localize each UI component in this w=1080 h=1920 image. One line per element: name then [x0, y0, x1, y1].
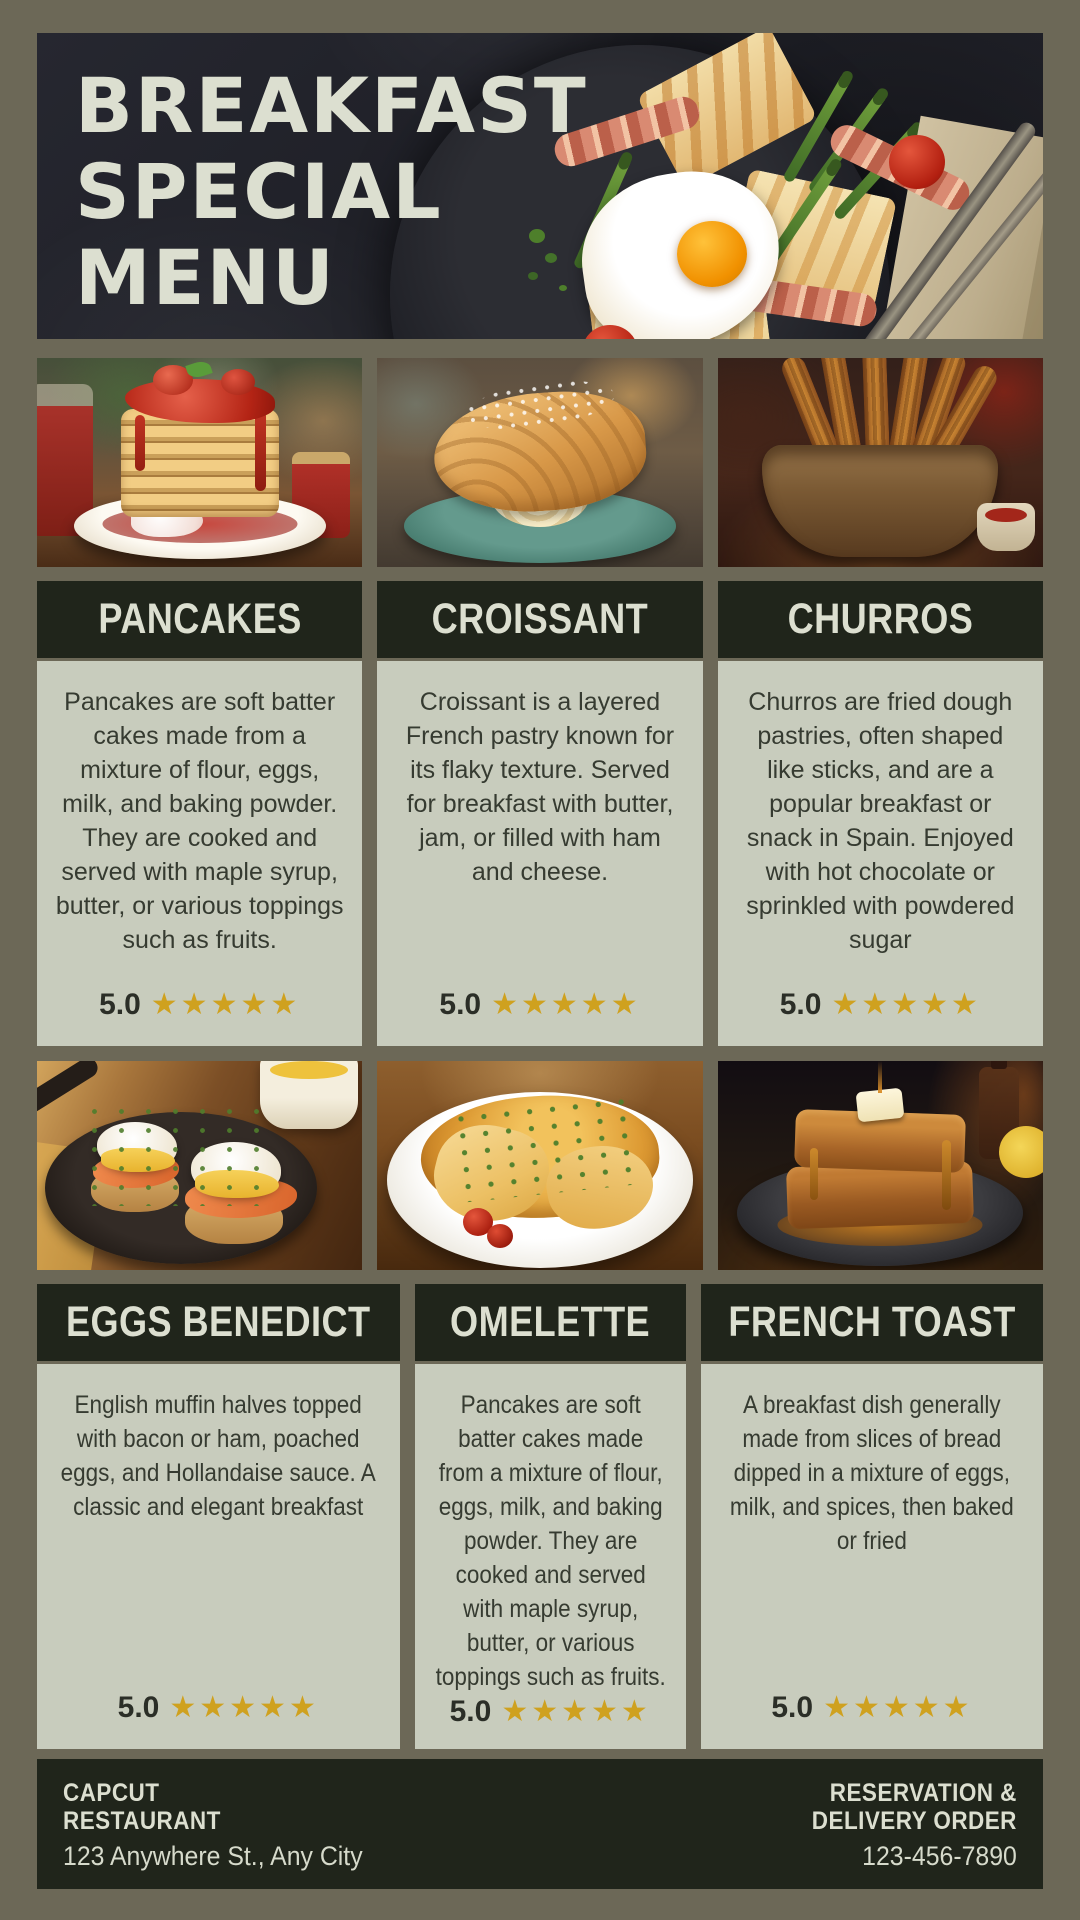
item-rating — [55, 1690, 382, 1725]
menu-item-churros — [718, 581, 1043, 1046]
item-description: English muffin halves topped with bacon or ham, poached eggs, and Hollandaise sauce. A classic and elegant breakfast — [60, 1391, 376, 1521]
item-card — [37, 661, 362, 1046]
chive-garnish — [81, 1102, 281, 1206]
syrup-drip — [135, 415, 145, 471]
herb-garnish — [449, 1093, 638, 1203]
item-title-bar — [701, 1284, 1043, 1361]
rating-score: 5.0 — [779, 987, 822, 1021]
item-card — [377, 661, 702, 1046]
rating-score: 5.0 — [117, 1690, 160, 1724]
rating-stars-icon: ★★★★★ — [501, 1694, 651, 1729]
syrup-drip — [255, 411, 266, 491]
syrup-drip — [810, 1148, 818, 1200]
rating-stars-icon: ★★★★★ — [150, 987, 301, 1022]
page-title-line: MENU — [75, 233, 336, 322]
menu-photos-row-1 — [37, 358, 1043, 567]
page-title-line: BREAKFAST — [75, 61, 588, 150]
item-rating — [736, 987, 1025, 1022]
reservation-heading-line: RESERVATION & — [829, 1779, 1017, 1807]
omelette-photo — [377, 1061, 702, 1270]
item-title: FRENCH TOAST — [728, 1298, 1016, 1346]
item-title: PANCAKES — [97, 595, 302, 643]
item-rating — [55, 987, 344, 1022]
item-description: Pancakes are soft batter cakes made from a mixture of flour, eggs, milk, and baking powder. They are cooked and served with maple syrup, butter, or various toppings such as fruits. — [435, 1391, 666, 1691]
fried-egg-yolk — [677, 221, 747, 287]
item-description: A breakfast dish generally made from slices of bread dipped in a mixture of eggs, milk, and spices, then baked or fried — [730, 1391, 1014, 1555]
rating-score: 5.0 — [771, 1690, 814, 1724]
item-title: EGGS BENEDICT — [66, 1298, 371, 1346]
rating-score: 5.0 — [449, 1694, 492, 1728]
item-title-bar — [415, 1284, 686, 1361]
menu-item-french-toast — [701, 1284, 1043, 1749]
item-title: CHURROS — [787, 595, 974, 643]
item-card — [415, 1364, 686, 1749]
menu-item-eggs-benedict — [37, 1284, 400, 1749]
item-title-bar — [718, 581, 1043, 658]
syrup-drip — [942, 1140, 951, 1210]
item-title: OMELETTE — [450, 1298, 651, 1346]
page-title — [75, 63, 588, 321]
rating-stars-icon: ★★★★★ — [831, 987, 981, 1022]
reservation-heading-line: DELIVERY ORDER — [811, 1807, 1017, 1835]
item-rating — [719, 1690, 1025, 1725]
item-description: Croissant is a layered French pastry known for its flaky texture. Served for breakfast with butter, jam, or filled with ham and cheese. — [405, 688, 675, 886]
menu-item-pancakes — [37, 581, 362, 1046]
restaurant-name-line: RESTAURANT — [63, 1807, 221, 1835]
croissant-photo — [377, 358, 702, 567]
item-title: CROISSANT — [431, 595, 649, 643]
pancakes-photo — [37, 358, 362, 567]
reservation-phone: 123-456-7890 — [862, 1841, 1017, 1871]
french-toast-photo — [718, 1061, 1043, 1270]
rating-stars-icon: ★★★★★ — [491, 987, 641, 1022]
restaurant-address: 123 Anywhere St., Any City — [63, 1841, 363, 1871]
lemon-wedge — [999, 1126, 1043, 1178]
menu-item-omelette — [415, 1284, 686, 1749]
item-description: Churros are fried dough pastries, often shaped like sticks, and are a popular breakfast or snack in Spain. Enjoyed with hot chocolate or sprinkled with powdered sugar — [746, 688, 1015, 954]
rating-stars-icon: ★★★★★ — [823, 1690, 973, 1725]
rating-stars-icon: ★★★★★ — [169, 1690, 319, 1725]
item-card — [37, 1364, 400, 1749]
menu-photos-row-2 — [37, 1061, 1043, 1270]
tomato — [889, 135, 945, 189]
reservation-info — [789, 1779, 1017, 1869]
footer-bar — [37, 1759, 1043, 1889]
menu-info-row-2 — [37, 1284, 1043, 1749]
menu-info-row-1 — [37, 581, 1043, 1046]
item-description: Pancakes are soft batter cakes made from a mixture of flour, eggs, milk, and baking powder. They are cooked and served with maple syrup, butter, or various toppings such as fruits. — [55, 688, 344, 954]
syrup-drizzle — [878, 1061, 882, 1093]
restaurant-name-line: CAPCUT — [63, 1779, 160, 1807]
dipping-sauce-cup — [977, 503, 1035, 551]
rating-score: 5.0 — [99, 987, 141, 1021]
rating-score: 5.0 — [439, 987, 482, 1021]
churros-photo — [718, 358, 1043, 567]
item-card — [718, 661, 1043, 1046]
page-title-line: SPECIAL — [75, 147, 443, 236]
eggs-benedict-photo — [37, 1061, 362, 1270]
item-rating — [433, 1694, 668, 1729]
header-banner — [37, 33, 1043, 339]
item-title-bar — [37, 1284, 400, 1361]
item-title-bar — [37, 581, 362, 658]
restaurant-info — [63, 1779, 389, 1869]
menu-item-croissant — [377, 581, 702, 1046]
item-rating — [395, 987, 684, 1022]
bowl — [762, 445, 998, 557]
item-card — [701, 1364, 1043, 1749]
item-title-bar — [377, 581, 702, 658]
